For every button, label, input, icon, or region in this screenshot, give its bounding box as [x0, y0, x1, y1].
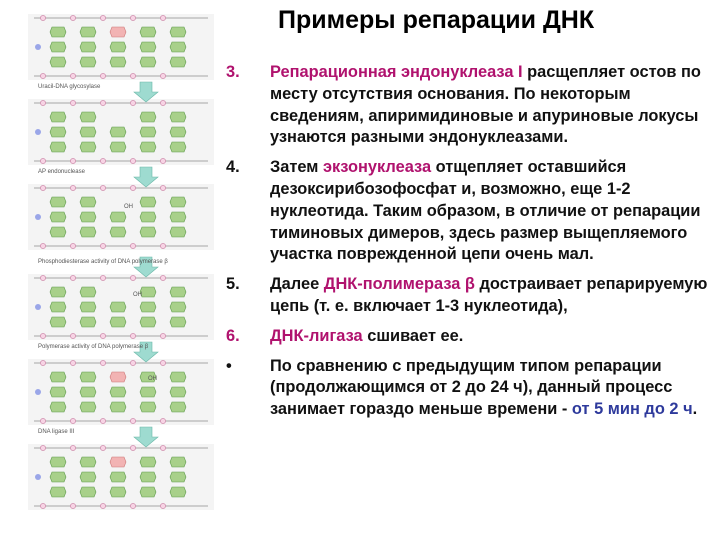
row-marker — [35, 389, 41, 395]
phosphate — [40, 360, 45, 365]
item-number: 6. — [226, 326, 240, 345]
row-marker — [35, 474, 41, 480]
nucleotide-base — [80, 112, 96, 122]
nucleotide-base — [80, 487, 96, 497]
list-item-5 — [226, 274, 712, 318]
phosphate — [160, 243, 165, 248]
nucleotide-base — [80, 472, 96, 482]
nucleotide-base — [50, 27, 66, 37]
phosphate — [70, 185, 75, 190]
nucleotide-base — [140, 57, 156, 67]
phosphate — [130, 158, 135, 163]
nucleotide-base — [80, 212, 96, 222]
phosphate — [160, 185, 165, 190]
item-text-part: Далее — [270, 275, 324, 294]
nucleotide-base — [140, 142, 156, 152]
nucleotide-base — [80, 287, 96, 297]
phosphate — [130, 73, 135, 78]
nucleotide-base — [50, 42, 66, 52]
nucleotide-base — [50, 317, 66, 327]
nucleotide-base — [50, 372, 66, 382]
nucleotide-base — [170, 42, 186, 52]
nucleotide-base — [170, 372, 186, 382]
phosphate — [70, 360, 75, 365]
nucleotide-base — [140, 317, 156, 327]
item-text-part: . — [692, 400, 698, 419]
nucleotide-base — [110, 42, 126, 52]
nucleotide-base — [110, 372, 126, 382]
phosphate — [130, 503, 135, 508]
phosphate — [70, 73, 75, 78]
nucleotide-base — [110, 487, 126, 497]
oh-label: OH — [133, 292, 142, 298]
phosphate — [100, 100, 105, 105]
nucleotide-base — [110, 142, 126, 152]
enzyme-name: Репарационная эндонуклеаза I — [270, 63, 523, 81]
list-item-bullet — [226, 356, 712, 421]
nucleotide-base — [50, 127, 66, 137]
time-range: от 5 мин до 2 ч — [571, 400, 693, 419]
nucleotide-base — [110, 317, 126, 327]
phosphate — [160, 445, 165, 450]
list-item-3 — [226, 62, 712, 149]
nucleotide-base — [170, 127, 186, 137]
nucleotide-base — [110, 57, 126, 67]
nucleotide-base — [80, 27, 96, 37]
nucleotide-base — [140, 127, 156, 137]
enzyme-label: DNA ligase III — [38, 429, 75, 435]
nucleotide-base — [80, 197, 96, 207]
nucleotide-base — [80, 227, 96, 237]
nucleotide-base — [110, 402, 126, 412]
nucleotide-base — [140, 227, 156, 237]
nucleotide-base — [170, 457, 186, 467]
phosphate — [70, 100, 75, 105]
item-text-part: Затем — [270, 158, 323, 177]
nucleotide-base — [50, 387, 66, 397]
phosphate — [160, 15, 165, 20]
nucleotide-base — [140, 212, 156, 222]
item-text — [270, 275, 707, 315]
phosphate — [100, 185, 105, 190]
phosphate — [40, 445, 45, 450]
nucleotide-base — [80, 317, 96, 327]
nucleotide-base — [170, 472, 186, 482]
enzyme-label: Uracil-DNA glycosylase — [38, 84, 101, 90]
nucleotide-base — [170, 57, 186, 67]
phosphate — [100, 73, 105, 78]
phosphate — [130, 15, 135, 20]
phosphate — [40, 275, 45, 280]
phosphate — [160, 158, 165, 163]
item-text — [270, 158, 700, 263]
item-text-part: расщепляет остов по месту отсутствия основания. По некоторым сведениям, апиримидиновые и апуриновые локусы узнаются разными эндонуклеазами. — [270, 63, 701, 147]
page-title: Примеры репарации ДНК — [278, 6, 595, 34]
phosphate — [70, 445, 75, 450]
nucleotide-base — [110, 227, 126, 237]
item-number: 5. — [226, 275, 240, 294]
item-text-part: По сравнению с предыдущим типом репарации (продолжающимся от 2 до 24 ч), данный процесс занимает гораздо меньше времени - — [270, 356, 673, 419]
nucleotide-base — [140, 287, 156, 297]
nucleotide-base — [170, 27, 186, 37]
nucleotide-base — [80, 57, 96, 67]
text-list — [226, 62, 712, 429]
phosphate — [40, 418, 45, 423]
phosphate — [130, 445, 135, 450]
row-marker — [35, 214, 41, 220]
phosphate — [160, 100, 165, 105]
nucleotide-base — [170, 227, 186, 237]
phosphate — [100, 15, 105, 20]
nucleotide-base — [50, 57, 66, 67]
phosphate — [100, 503, 105, 508]
phosphate — [130, 100, 135, 105]
phosphate — [40, 73, 45, 78]
row-marker — [35, 304, 41, 310]
nucleotide-base — [110, 302, 126, 312]
phosphate — [100, 333, 105, 338]
nucleotide-base — [170, 142, 186, 152]
phosphate — [70, 333, 75, 338]
phosphate — [100, 158, 105, 163]
phosphate — [70, 158, 75, 163]
nucleotide-base — [170, 387, 186, 397]
nucleotide-base — [140, 112, 156, 122]
item-text — [270, 63, 701, 146]
nucleotide-base — [80, 127, 96, 137]
phosphate — [160, 503, 165, 508]
phosphate — [160, 73, 165, 78]
phosphate — [160, 418, 165, 423]
phosphate — [130, 243, 135, 248]
nucleotide-base — [50, 197, 66, 207]
nucleotide-base — [110, 212, 126, 222]
list-item-4 — [226, 157, 712, 266]
nucleotide-base — [140, 42, 156, 52]
nucleotide-base — [50, 227, 66, 237]
phosphate — [130, 185, 135, 190]
nucleotide-base — [110, 27, 126, 37]
item-text-part: достраивает репарируемую цепь (т. е. включает 1-3 нуклеотида), — [270, 275, 708, 315]
phosphate — [40, 333, 45, 338]
nucleotide-base — [170, 212, 186, 222]
bullet: • — [226, 356, 232, 375]
nucleotide-base — [80, 142, 96, 152]
enzyme-label: Polymerase activity of DNA polymerase β — [38, 344, 149, 350]
nucleotide-base — [140, 472, 156, 482]
phosphate — [130, 360, 135, 365]
nucleotide-base — [80, 372, 96, 382]
phosphate — [40, 15, 45, 20]
nucleotide-base — [110, 472, 126, 482]
nucleotide-base — [50, 112, 66, 122]
phosphate — [100, 445, 105, 450]
item-text-part: отщепляет оставшийся дезоксирибозофосфат и, возможно, еще 1-2 нуклеотида. Таким образом, в отличие от репарации тиминовых димеров, здесь размер выщепляемого участка поврежденной цепи очень мал. — [270, 158, 701, 264]
phosphate — [40, 243, 45, 248]
phosphate — [70, 243, 75, 248]
nucleotide-base — [50, 402, 66, 412]
nucleotide-base — [140, 27, 156, 37]
item-number: 3. — [226, 63, 240, 81]
nucleotide-base — [50, 472, 66, 482]
nucleotide-base — [140, 457, 156, 467]
phosphate — [70, 503, 75, 508]
nucleotide-base — [80, 42, 96, 52]
phosphate — [100, 275, 105, 280]
row-marker — [35, 44, 41, 50]
phosphate — [160, 333, 165, 338]
nucleotide-base — [110, 387, 126, 397]
nucleotide-base — [170, 197, 186, 207]
oh-label: OH — [148, 376, 157, 382]
phosphate — [130, 275, 135, 280]
nucleotide-base — [110, 127, 126, 137]
phosphate — [40, 503, 45, 508]
nucleotide-base — [140, 197, 156, 207]
item-number: 4. — [226, 158, 240, 177]
phosphate — [130, 333, 135, 338]
nucleotide-base — [140, 302, 156, 312]
enzyme-name: ДНК-лигаза — [270, 326, 363, 345]
oh-label: OH — [124, 204, 133, 210]
phosphate — [100, 360, 105, 365]
nucleotide-base — [50, 487, 66, 497]
nucleotide-base — [170, 112, 186, 122]
nucleotide-base — [170, 402, 186, 412]
phosphate — [40, 185, 45, 190]
nucleotide-base — [170, 317, 186, 327]
nucleotide-base — [50, 287, 66, 297]
nucleotide-base — [80, 457, 96, 467]
phosphate — [70, 275, 75, 280]
dna-repair-figure — [28, 10, 214, 532]
nucleotide-base — [170, 302, 186, 312]
nucleotide-base — [170, 287, 186, 297]
enzyme-name: экзонуклеаза — [323, 158, 432, 177]
phosphate — [100, 243, 105, 248]
nucleotide-base — [50, 457, 66, 467]
list-item-6 — [226, 326, 712, 348]
phosphate — [160, 275, 165, 280]
item-text — [270, 357, 697, 419]
phosphate — [70, 15, 75, 20]
nucleotide-base — [80, 387, 96, 397]
nucleotide-base — [140, 402, 156, 412]
item-text — [270, 327, 463, 345]
enzyme-name: ДНК-полимераза β — [323, 275, 475, 294]
phosphate — [40, 100, 45, 105]
nucleotide-base — [50, 142, 66, 152]
row-marker — [35, 129, 41, 135]
phosphate — [40, 158, 45, 163]
nucleotide-base — [50, 302, 66, 312]
enzyme-label: Phosphodiesterase activity of DNA polymerase β — [38, 259, 168, 265]
enzyme-label: AP endonuclease — [38, 169, 85, 175]
nucleotide-base — [80, 302, 96, 312]
nucleotide-base — [80, 402, 96, 412]
nucleotide-base — [140, 387, 156, 397]
phosphate — [70, 418, 75, 423]
phosphate — [100, 418, 105, 423]
item-text-part: сшивает ее. — [362, 326, 464, 345]
nucleotide-base — [110, 457, 126, 467]
phosphate — [130, 418, 135, 423]
nucleotide-base — [170, 487, 186, 497]
nucleotide-base — [50, 212, 66, 222]
nucleotide-base — [140, 487, 156, 497]
phosphate — [160, 360, 165, 365]
